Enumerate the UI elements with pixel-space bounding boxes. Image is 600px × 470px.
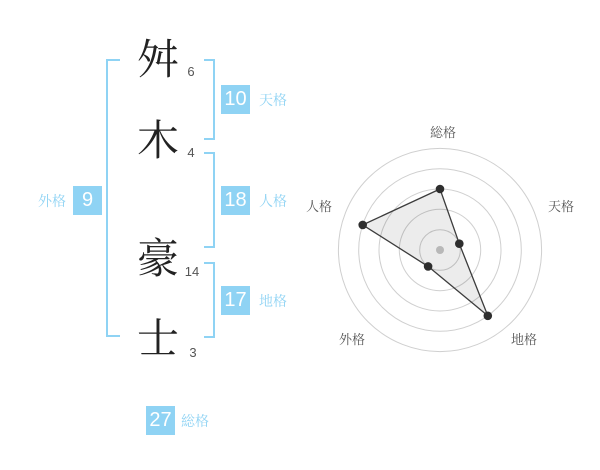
radar-axis-label: 地格 xyxy=(510,332,538,347)
stroke-count-2: 4 xyxy=(187,145,195,160)
stroke-count-3: 14 xyxy=(184,264,200,279)
radar-axis-label: 外格 xyxy=(338,332,366,347)
jinkaku-label: 人格 xyxy=(259,193,287,209)
radar-data-point xyxy=(484,312,493,321)
gaikaku-label: 外格 xyxy=(38,193,66,209)
name-character-2: 木 xyxy=(136,117,180,164)
name-character-1: 舛 xyxy=(136,36,180,83)
tenkaku-label: 天格 xyxy=(259,92,287,108)
stroke-count-1: 6 xyxy=(187,64,195,79)
radar-center-dot xyxy=(436,246,444,254)
name-character-4: 士 xyxy=(136,315,180,362)
tenkaku-badge: 10 xyxy=(221,85,250,114)
chikaku-badge: 17 xyxy=(221,286,250,315)
radar-axis-label: 天格 xyxy=(547,199,575,214)
radar-axis-label: 人格 xyxy=(305,199,333,214)
radar-data-point xyxy=(358,221,367,230)
stroke-count-4: 3 xyxy=(189,345,197,360)
soukaku-badge: 27 xyxy=(146,406,175,435)
gaikaku-badge: 9 xyxy=(73,186,102,215)
chikaku-label: 地格 xyxy=(259,293,287,309)
jinkaku-badge: 18 xyxy=(221,186,250,215)
radar-data-point xyxy=(424,262,433,271)
radar-polygon xyxy=(363,189,488,316)
name-character-3: 豪 xyxy=(136,235,180,282)
soukaku-label: 総格 xyxy=(181,413,209,429)
radar-axis-label: 総格 xyxy=(429,125,457,140)
radar-data-point xyxy=(455,239,464,248)
radar-data-point xyxy=(436,185,445,194)
